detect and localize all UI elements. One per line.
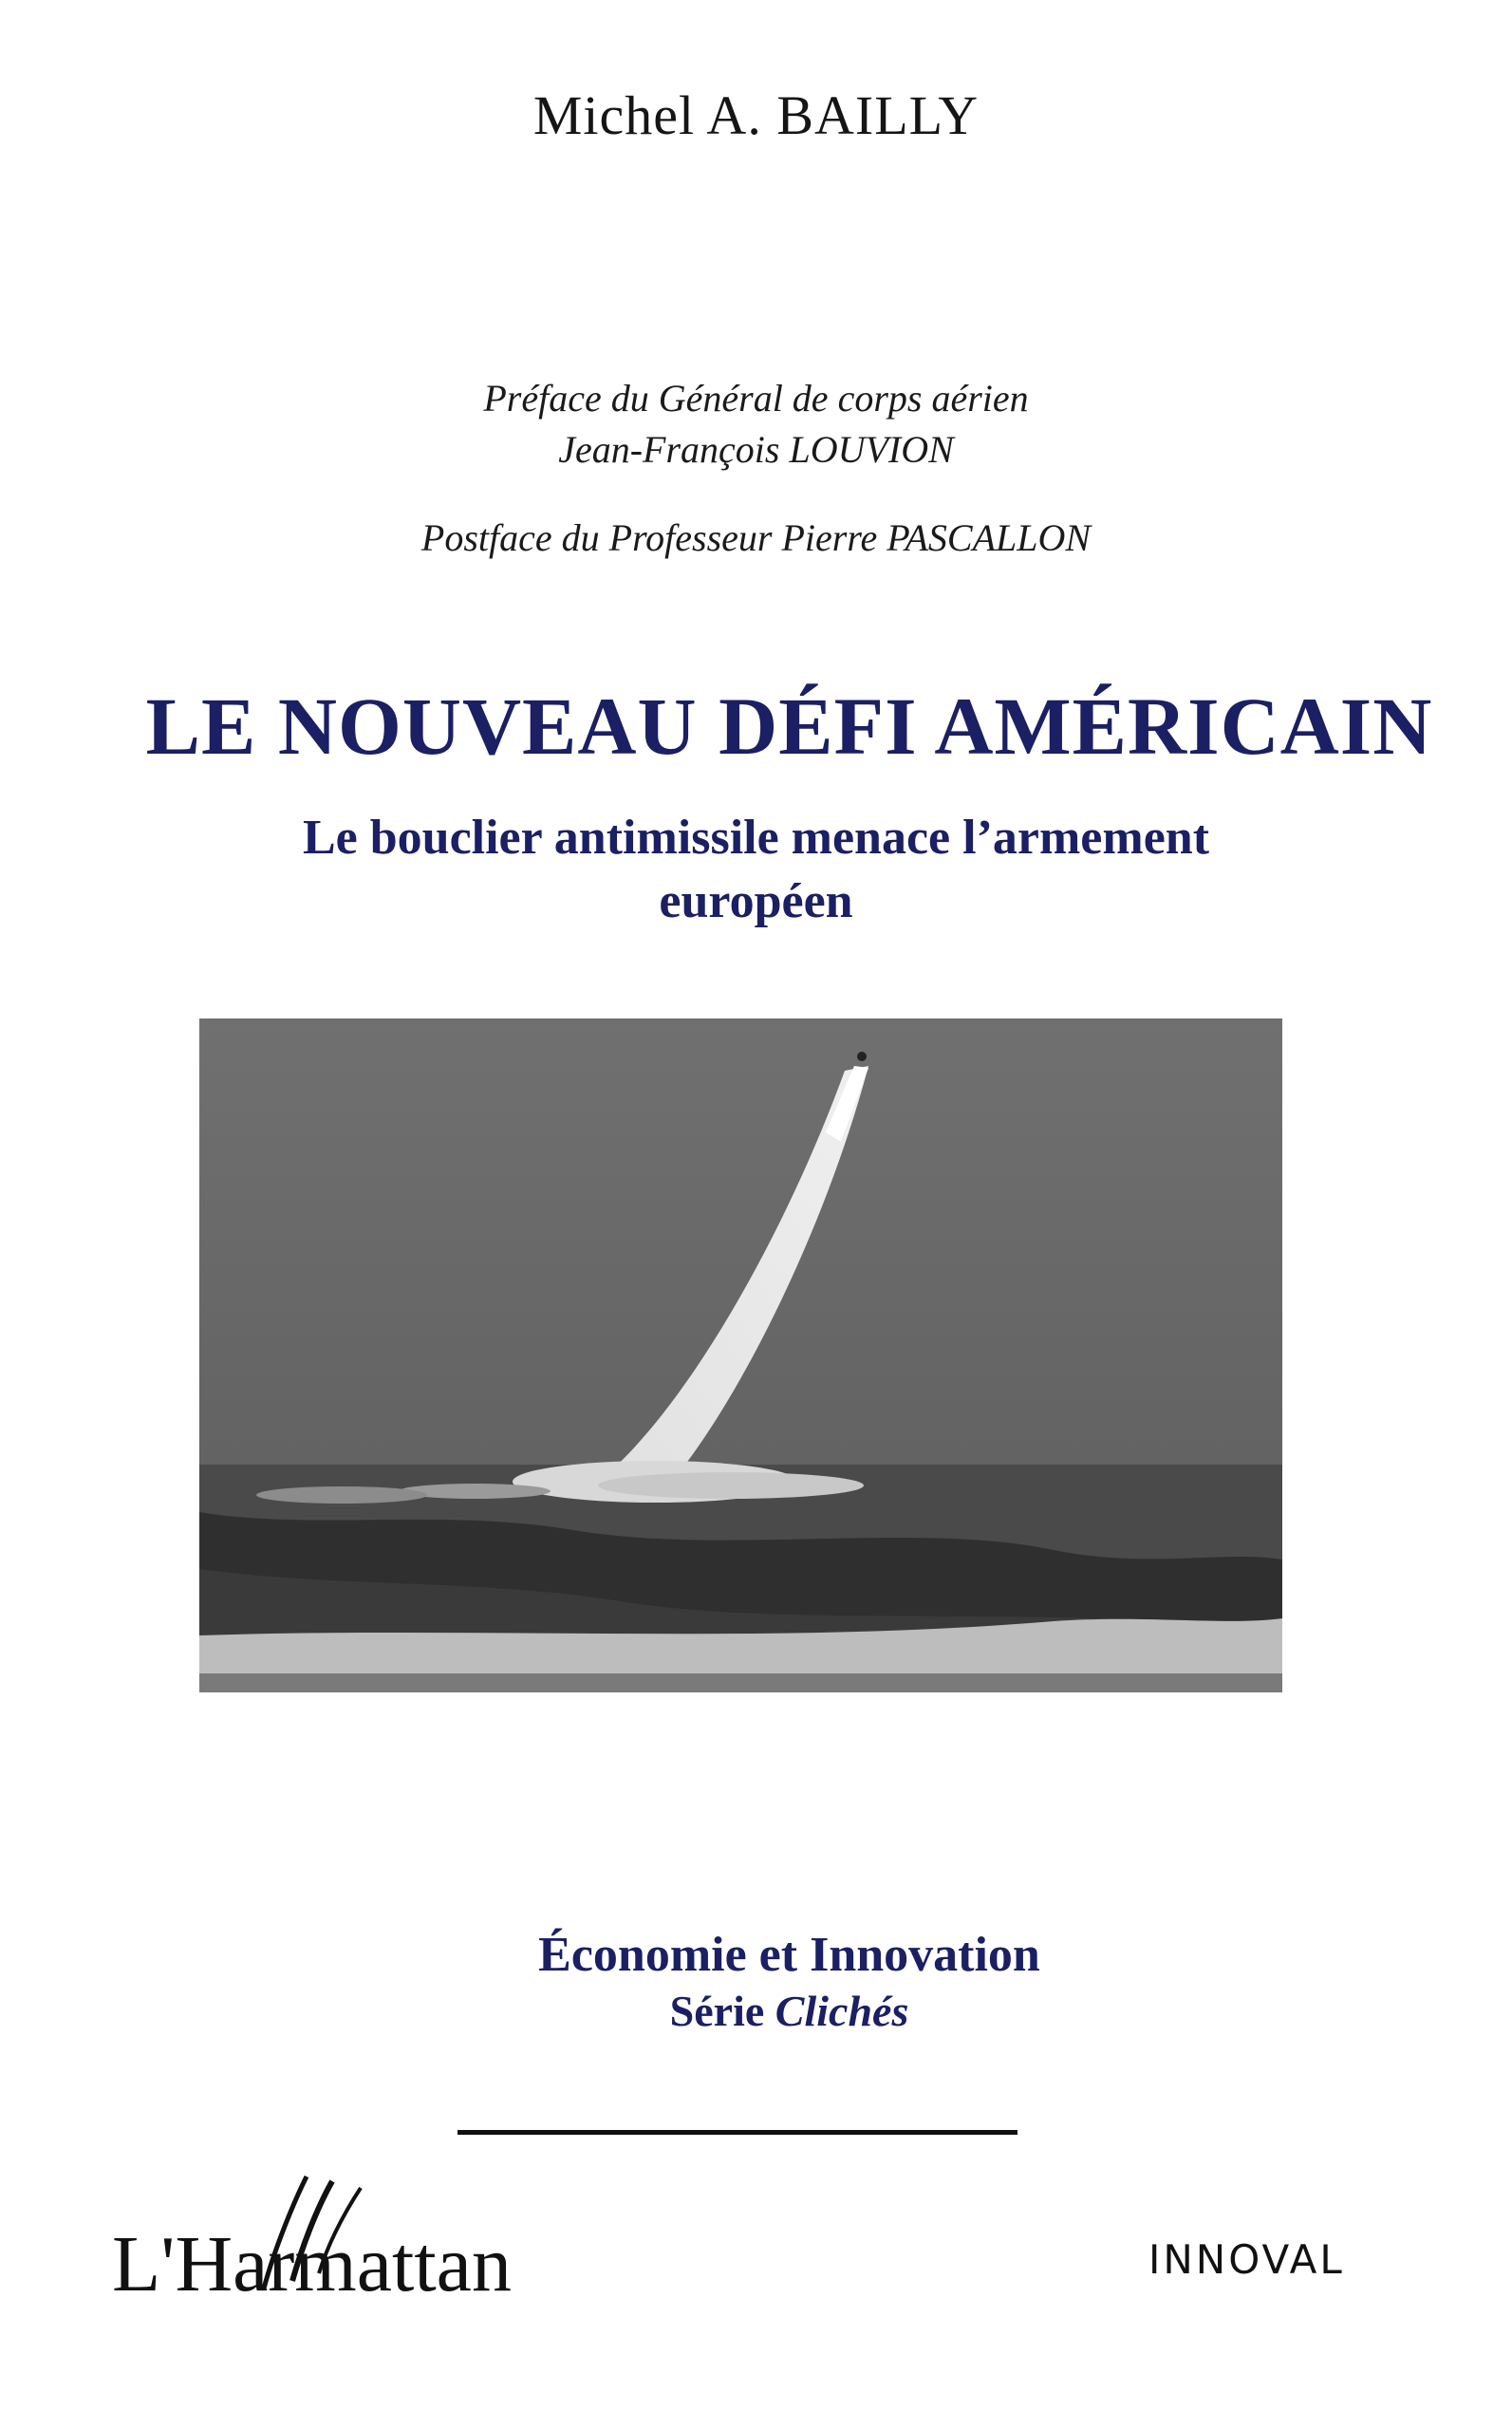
publisher-wordmark: L'Harmattan bbox=[112, 2220, 512, 2300]
series-name: Clichés bbox=[775, 1987, 909, 2035]
publisher-logo bbox=[112, 2167, 606, 2300]
subtitle-line-1: Le bouclier antimissile menace l’armement bbox=[302, 811, 1210, 865]
imprint-name: INNOVAL bbox=[1148, 2236, 1345, 2283]
series-prefix: Série bbox=[669, 1987, 765, 2035]
series-line-2 bbox=[33, 1986, 1512, 2036]
book-title: LE NOUVEAU DÉFI AMÉRICAIN bbox=[145, 681, 1433, 772]
divider-rule bbox=[457, 2130, 1017, 2135]
postface-line: Postface du Professeur Pierre PASCALLON bbox=[420, 516, 1092, 559]
series-line-1: Économie et Innovation bbox=[538, 1928, 1040, 1982]
cover-photo-missile-launch bbox=[199, 1018, 1282, 1692]
preface-line-2: Jean-François LOUVION bbox=[558, 428, 954, 471]
subtitle-line-2: européen bbox=[659, 874, 853, 928]
author-name: Michel A. BAILLY bbox=[532, 84, 980, 146]
preface-line-1: Préface du Général de corps aérien bbox=[483, 377, 1029, 420]
